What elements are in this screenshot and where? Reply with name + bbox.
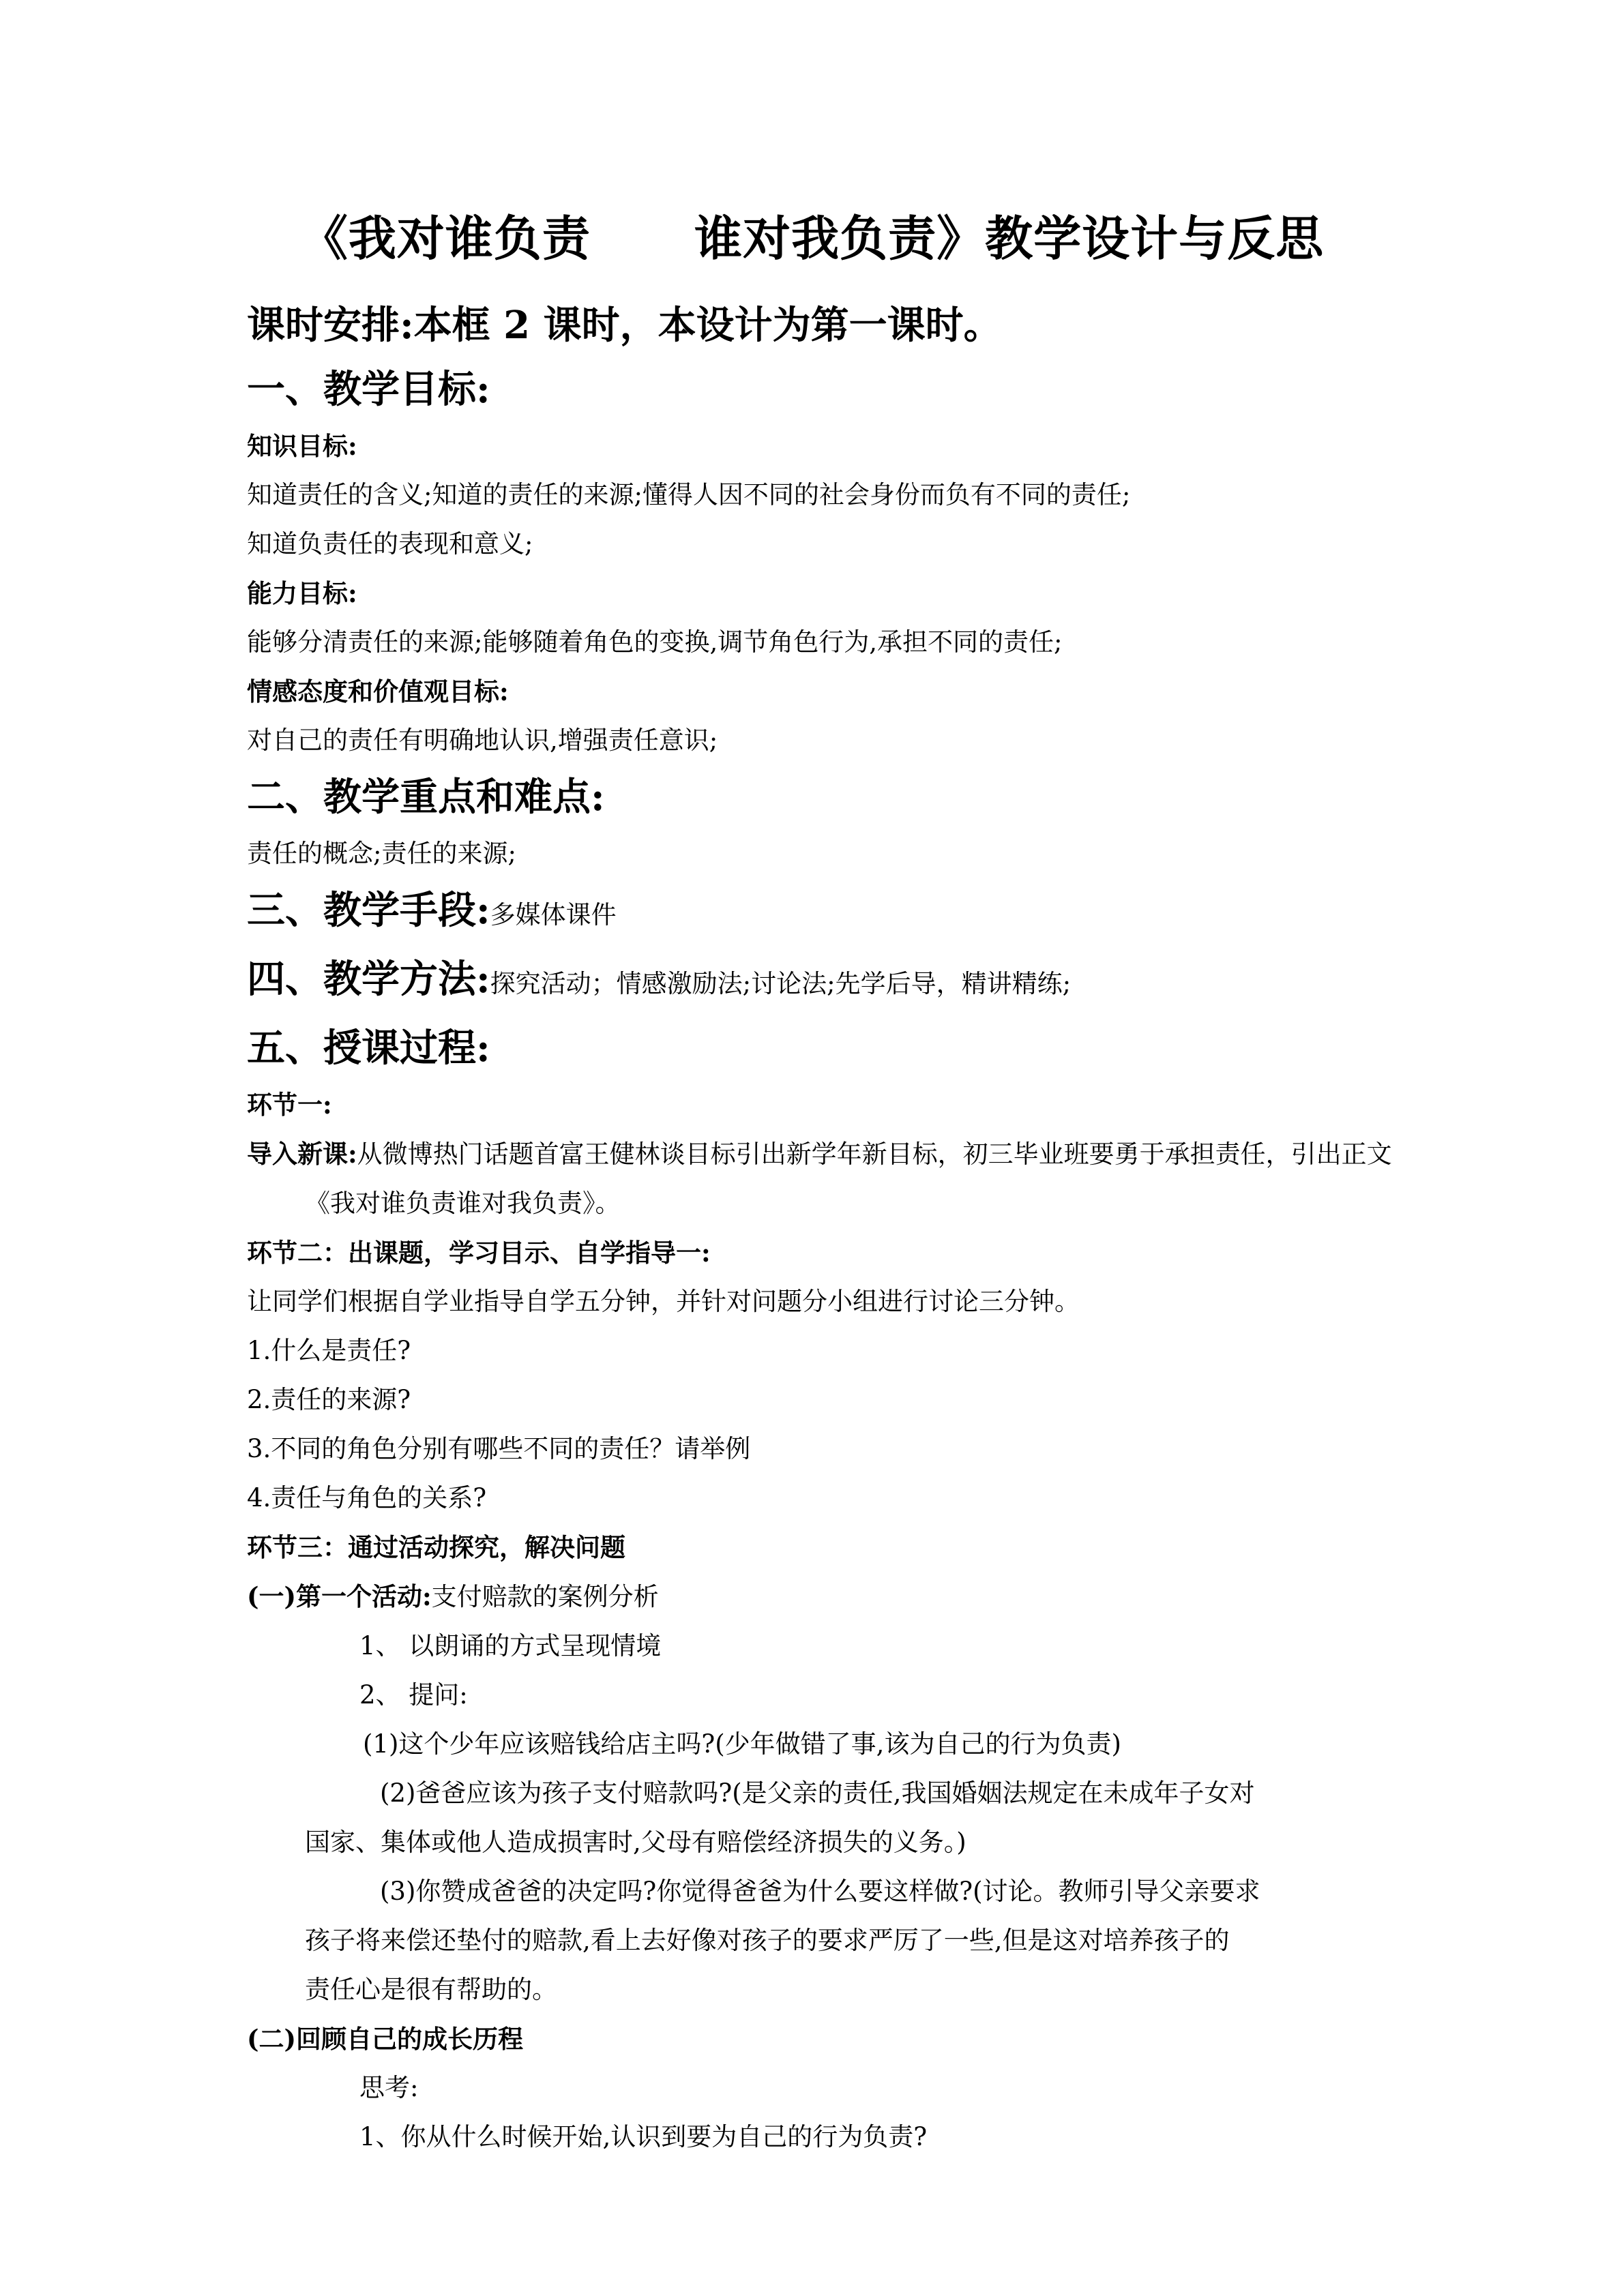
activity1-item: 2、 提问: bbox=[359, 1680, 468, 1710]
intro-text: 从微博热门话题首富王健林谈目标引出新学年新目标，初三毕业班要勇于承担责任，引出正文《我对谁负责谁对我负责》。 bbox=[305, 1139, 1392, 1218]
knowledge-goal-line: 知道负责任的表现和意义; bbox=[247, 529, 533, 558]
document-title: 《我对谁负责 谁对我负责》教学设计与反思 bbox=[299, 210, 1325, 267]
activity1-text: 支付赔款的案例分析 bbox=[431, 1582, 659, 1611]
question-2-line: (2)爸爸应该为孩子支付赔款吗?(是父亲的责任,我国婚姻法规定在未成年子女对 bbox=[380, 1778, 1255, 1808]
knowledge-goal-label: 知识目标: bbox=[247, 431, 357, 461]
ability-goal-line: 能够分清责任的来源;能够随着角色的变换,调节角色行为,承担不同的责任; bbox=[247, 627, 1063, 657]
section2-text: 责任的概念;责任的来源; bbox=[247, 839, 516, 868]
think-label: 思考: bbox=[359, 2073, 419, 2102]
section3-heading: 三、教学手段: bbox=[247, 888, 490, 933]
question-item: 1.什么是责任? bbox=[247, 1336, 411, 1365]
question-3-line: 孩子将来偿还垫付的赔款,看上去好像对孩子的要求严厉了一些,但是这对培养孩子的 bbox=[305, 1926, 1230, 1955]
section3-line bbox=[247, 878, 1393, 947]
step1-label: 环节一: bbox=[247, 1090, 332, 1120]
intro-label: 导入新课: bbox=[247, 1139, 357, 1169]
knowledge-goal-line: 知道责任的含义;知道的责任的来源;懂得人因不同的社会身份而负有不同的责任; bbox=[247, 480, 1131, 509]
schedule-line: 课时安排:本框 2 课时，本设计为第一课时。 bbox=[247, 303, 1002, 348]
question-3-line: (3)你赞成爸爸的决定吗?你觉得爸爸为什么要这样做?(讨论。教师引导父亲要求 bbox=[380, 1877, 1260, 1906]
think-question: 1、你从什么时候开始,认识到要为自己的行为负责? bbox=[359, 2122, 928, 2151]
question-item: 4.责任与角色的关系? bbox=[247, 1483, 487, 1512]
section4-text: 探究活动；情感激励法;讨论法;先学后导，精讲精练; bbox=[490, 969, 1072, 998]
step2-text: 让同学们根据自学业指导自学五分钟，并针对问题分小组进行讨论三分钟。 bbox=[247, 1287, 1080, 1316]
question-2-line: 国家、集体或他人造成损害时,父母有赔偿经济损失的义务。) bbox=[305, 1828, 966, 1857]
question-item: 2.责任的来源? bbox=[247, 1385, 411, 1414]
emotion-goal-label: 情感态度和价值观目标: bbox=[247, 676, 509, 706]
step2-label: 环节二：出课题，学习目示、自学指导一: bbox=[247, 1238, 711, 1268]
activity1-item: 1、 以朗诵的方式呈现情境 bbox=[359, 1631, 662, 1660]
section4-line bbox=[247, 947, 1393, 1016]
section3-text: 多媒体课件 bbox=[490, 900, 617, 929]
section4-heading: 四、教学方法: bbox=[247, 957, 490, 1002]
section2-heading: 二、教学重点和难点: bbox=[247, 775, 605, 820]
emotion-goal-line: 对自己的责任有明确地认识,增强责任意识; bbox=[247, 726, 718, 755]
ability-goal-label: 能力目标: bbox=[247, 578, 357, 608]
section5-heading: 五、授课过程: bbox=[247, 1026, 490, 1071]
question-3-line: 责任心是很有帮助的。 bbox=[305, 1975, 557, 2004]
intro-paragraph bbox=[247, 1129, 1393, 1228]
question-item: 3.不同的角色分别有哪些不同的责任？请举例 bbox=[247, 1434, 751, 1463]
question-1: (1)这个少年应该赔钱给店主吗?(少年做错了事,该为自己的行为负责) bbox=[363, 1729, 1121, 1759]
activity2-label: (二)回顾自己的成长历程 bbox=[247, 2024, 524, 2054]
activity1-label: (一)第一个活动: bbox=[247, 1581, 432, 1611]
section1-heading: 一、教学目标: bbox=[247, 367, 490, 412]
document-body bbox=[247, 293, 1393, 2162]
activity1-line bbox=[247, 1572, 1393, 1622]
step3-label: 环节三：通过活动探究，解决问题 bbox=[247, 1532, 625, 1562]
